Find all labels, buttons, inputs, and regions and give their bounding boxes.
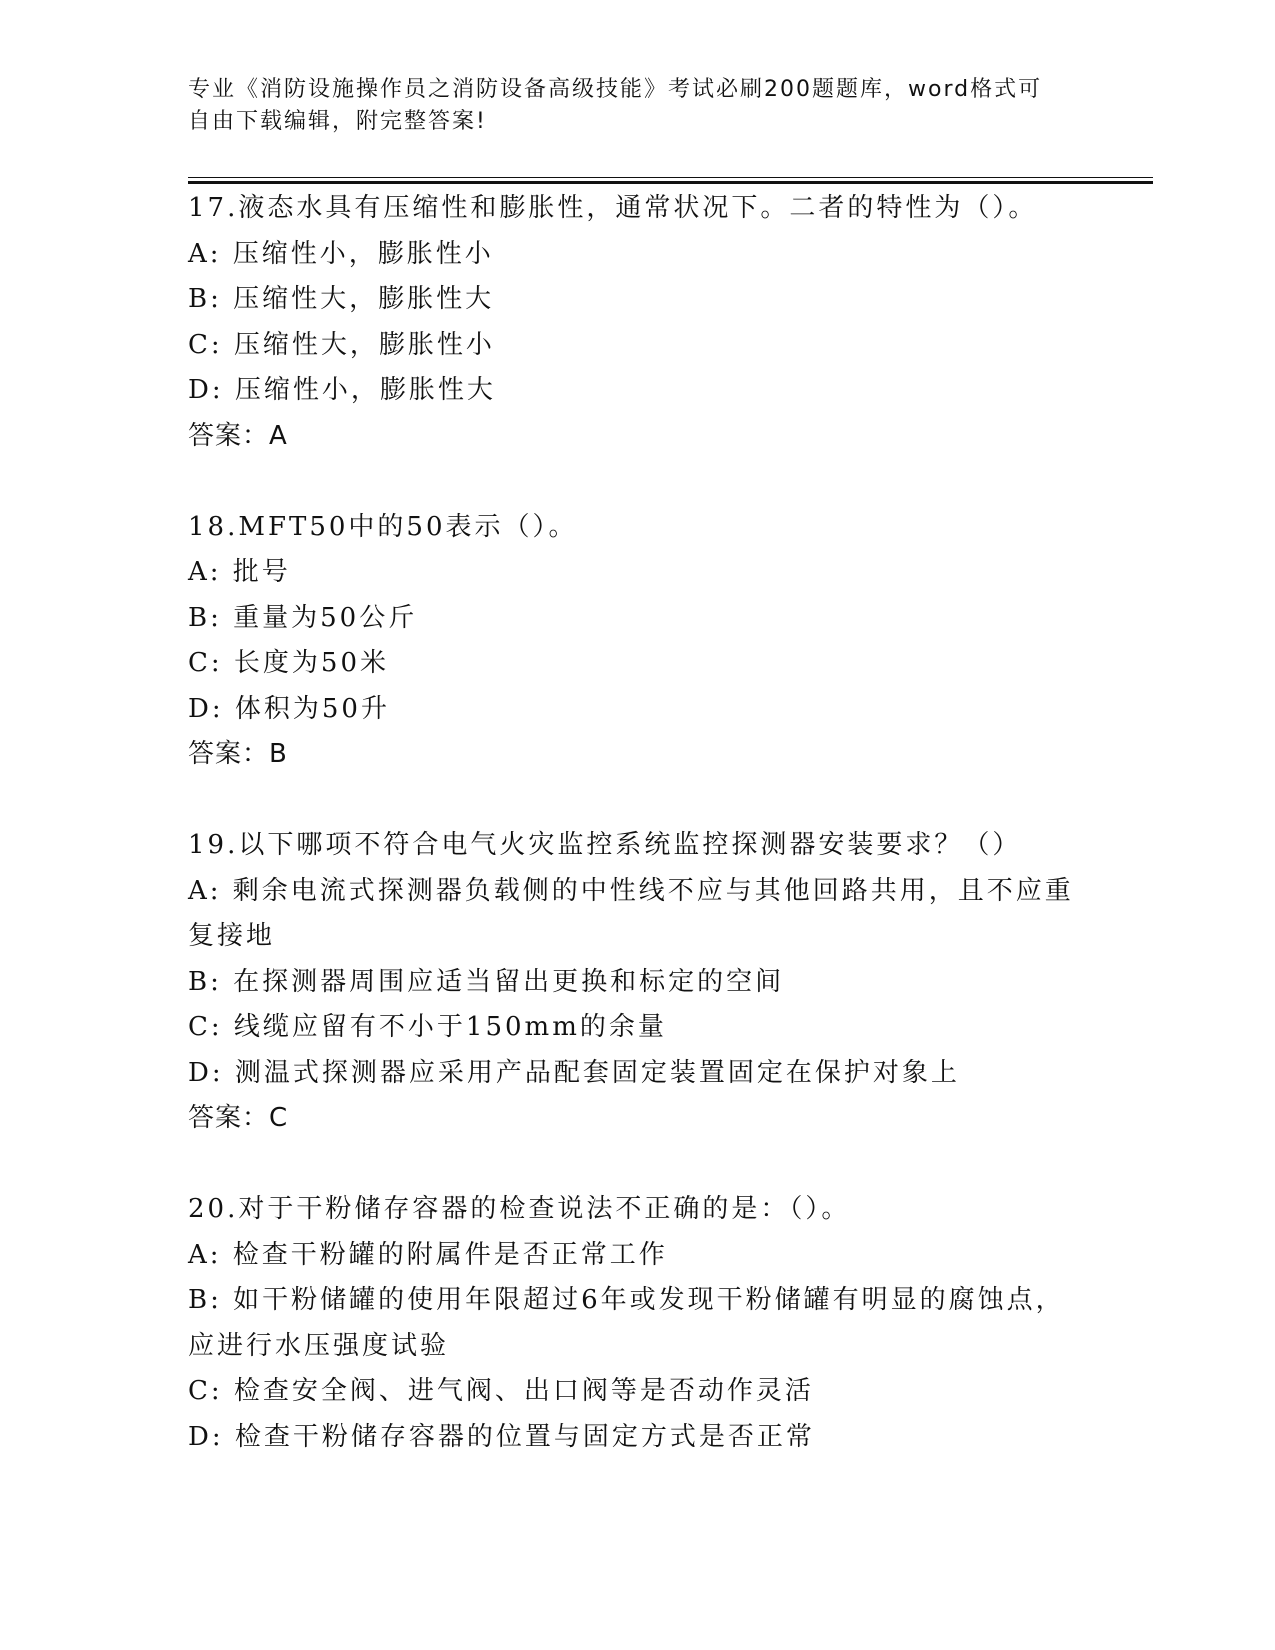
- option-d: D: 压缩性小，膨胀性大: [188, 375, 496, 405]
- option-b-continued: 应进行水压强度试验: [188, 1330, 450, 1361]
- option-b: B: 重量为50公斤: [188, 602, 418, 633]
- answer-label: 答案：C: [188, 1103, 289, 1133]
- question-stem: 18.MFT50中的50表示（）。: [188, 511, 578, 542]
- header-divider-thin: [188, 177, 1153, 178]
- question-17: [188, 186, 1088, 459]
- document-header: [188, 74, 1068, 138]
- answer-label: 答案：B: [188, 739, 288, 769]
- option-d: D: 体积为50升: [188, 693, 390, 724]
- question-list: [188, 186, 1088, 1460]
- option-c: C: 长度为50米: [188, 648, 390, 678]
- header-line-1: 专业《消防设施操作员之消防设备高级技能》考试必刷200题题库，word格式可: [188, 77, 1043, 102]
- option-d: D: 检查干粉储存容器的位置与固定方式是否正常: [188, 1421, 815, 1452]
- question-18: [188, 505, 1088, 778]
- option-d: D: 测温式探测器应采用产品配套固定装置固定在保护对象上: [188, 1057, 960, 1088]
- option-a: A: 检查干粉罐的附属件是否正常工作: [188, 1239, 668, 1270]
- option-c: C: 检查安全阀、进气阀、出口阀等是否动作灵活: [188, 1376, 814, 1406]
- header-divider-thick: [188, 181, 1153, 184]
- option-a-continued: 复接地: [188, 921, 276, 951]
- option-a: A: 剩余电流式探测器负载侧的中性线不应与其他回路共用，且不应重: [188, 875, 1074, 906]
- option-c: C: 压缩性大，膨胀性小: [188, 329, 495, 360]
- option-c: C: 线缆应留有不小于150mm的余量: [188, 1012, 667, 1042]
- answer-label: 答案：A: [188, 420, 288, 451]
- question-19: [188, 823, 1088, 1142]
- question-stem: 19.以下哪项不符合电气火灾监控系统监控探测器安装要求？（）: [188, 830, 1022, 860]
- option-a: A: 压缩性小，膨胀性小: [188, 238, 494, 269]
- option-b: B: 如干粉储罐的使用年限超过6年或发现干粉储罐有明显的腐蚀点，: [188, 1285, 1065, 1315]
- question-stem: 20.对于干粉储存容器的检查说法不正确的是：（）。: [188, 1194, 851, 1224]
- question-20: [188, 1187, 1088, 1460]
- option-b: B: 压缩性大，膨胀性大: [188, 284, 495, 314]
- option-b: B: 在探测器周围应适当留出更换和标定的空间: [188, 966, 785, 997]
- question-stem: 17.液态水具有压缩性和膨胀性，通常状况下。二者的特性为（）。: [188, 193, 1038, 223]
- option-a: A: 批号: [188, 557, 291, 587]
- header-line-2: 自由下载编辑，附完整答案!: [188, 109, 487, 134]
